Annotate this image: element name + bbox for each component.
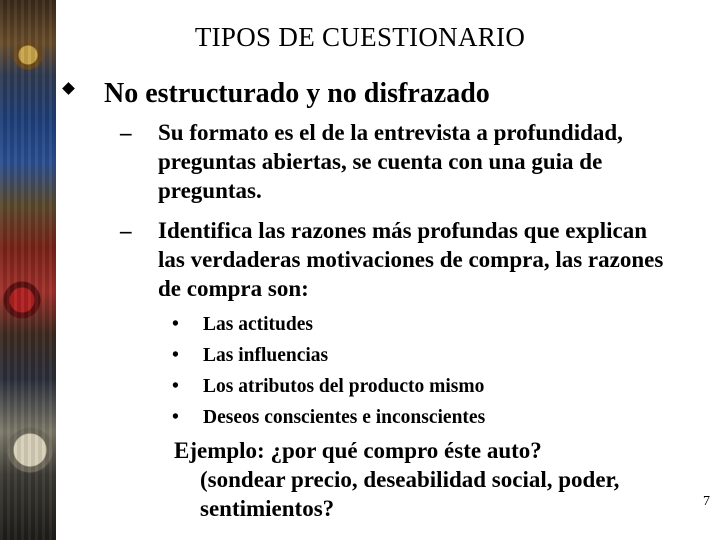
- round-bullet-icon: •: [172, 314, 179, 335]
- dash-marker: –: [120, 120, 132, 145]
- sub-point-text: Identifica las razones más profundas que explican las verdaderas motivaciones de compra, las razones de compra son:: [158, 218, 664, 301]
- reason-text: Deseos conscientes e inconscientes: [203, 407, 486, 428]
- reason-text: Las actitudes: [203, 314, 313, 335]
- reason-text: Los atributos del producto mismo: [203, 376, 485, 397]
- diamond-bullet-icon: [62, 82, 75, 95]
- example-question: Ejemplo: ¿por qué compro éste auto?: [174, 438, 542, 463]
- page-number: 7: [703, 494, 710, 509]
- example-detail: (sondear precio, deseabilidad social, poder, sentimientos?: [200, 467, 620, 521]
- example-block: [174, 436, 654, 523]
- dash-marker: –: [120, 218, 132, 243]
- sub-point-text: Su formato es el de la entrevista a profundidad, preguntas abiertas, se cuenta con una guia de preguntas.: [158, 120, 623, 203]
- round-bullet-icon: •: [172, 345, 179, 366]
- round-bullet-icon: •: [172, 376, 179, 397]
- slide-title: TIPOS DE CUESTIONARIO: [194, 22, 526, 52]
- round-bullet-icon: •: [172, 407, 179, 428]
- decorative-medals-image: [0, 0, 56, 540]
- main-heading: No estructurado y no disfrazado: [104, 78, 490, 109]
- reason-text: Las influencias: [203, 345, 329, 366]
